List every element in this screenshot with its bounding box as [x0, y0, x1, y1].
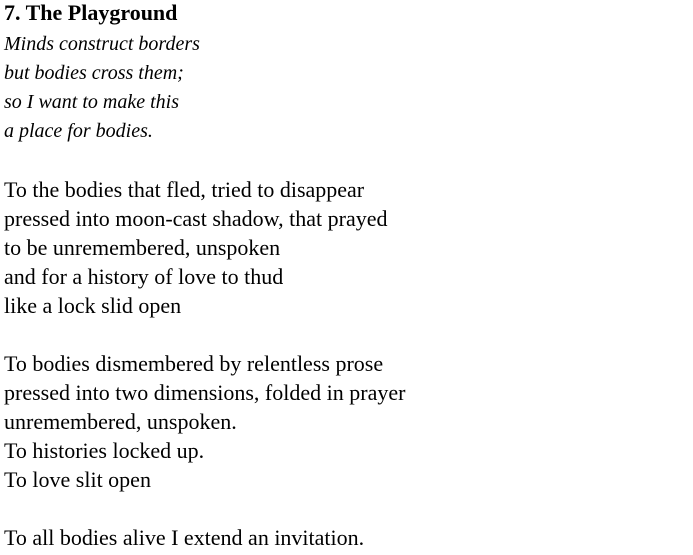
poem-line: to be unremembered, unspoken: [4, 235, 281, 260]
poem-line: To all bodies alive I extend an invitation.: [4, 525, 365, 550]
epigraph-line: but bodies cross them;: [4, 62, 184, 84]
epigraph: [4, 30, 689, 146]
epigraph-line: a place for bodies.: [4, 120, 153, 142]
poem-line: To love slit open: [4, 467, 151, 492]
poem-line: unremembered, unspoken.: [4, 409, 237, 434]
stanza-1: [4, 175, 689, 320]
poem-line: pressed into two dimensions, folded in prayer: [4, 380, 406, 405]
epigraph-line: so I want to make this: [4, 91, 179, 113]
stanza-3: [4, 523, 689, 552]
poem-line: pressed into moon-cast shadow, that prayed: [4, 206, 388, 231]
epigraph-line: Minds construct borders: [4, 33, 200, 55]
poem-line: To histories locked up.: [4, 438, 205, 463]
stanza-2: [4, 349, 689, 494]
poem-line: like a lock slid open: [4, 293, 182, 318]
poem-line: and for a history of love to thud: [4, 264, 284, 289]
poem-line: To the bodies that fled, tried to disappear: [4, 177, 365, 202]
poem-line: To bodies dismembered by relentless prose: [4, 351, 384, 376]
poem-title: 7. The Playground: [4, 0, 178, 25]
poem: [4, 0, 689, 552]
